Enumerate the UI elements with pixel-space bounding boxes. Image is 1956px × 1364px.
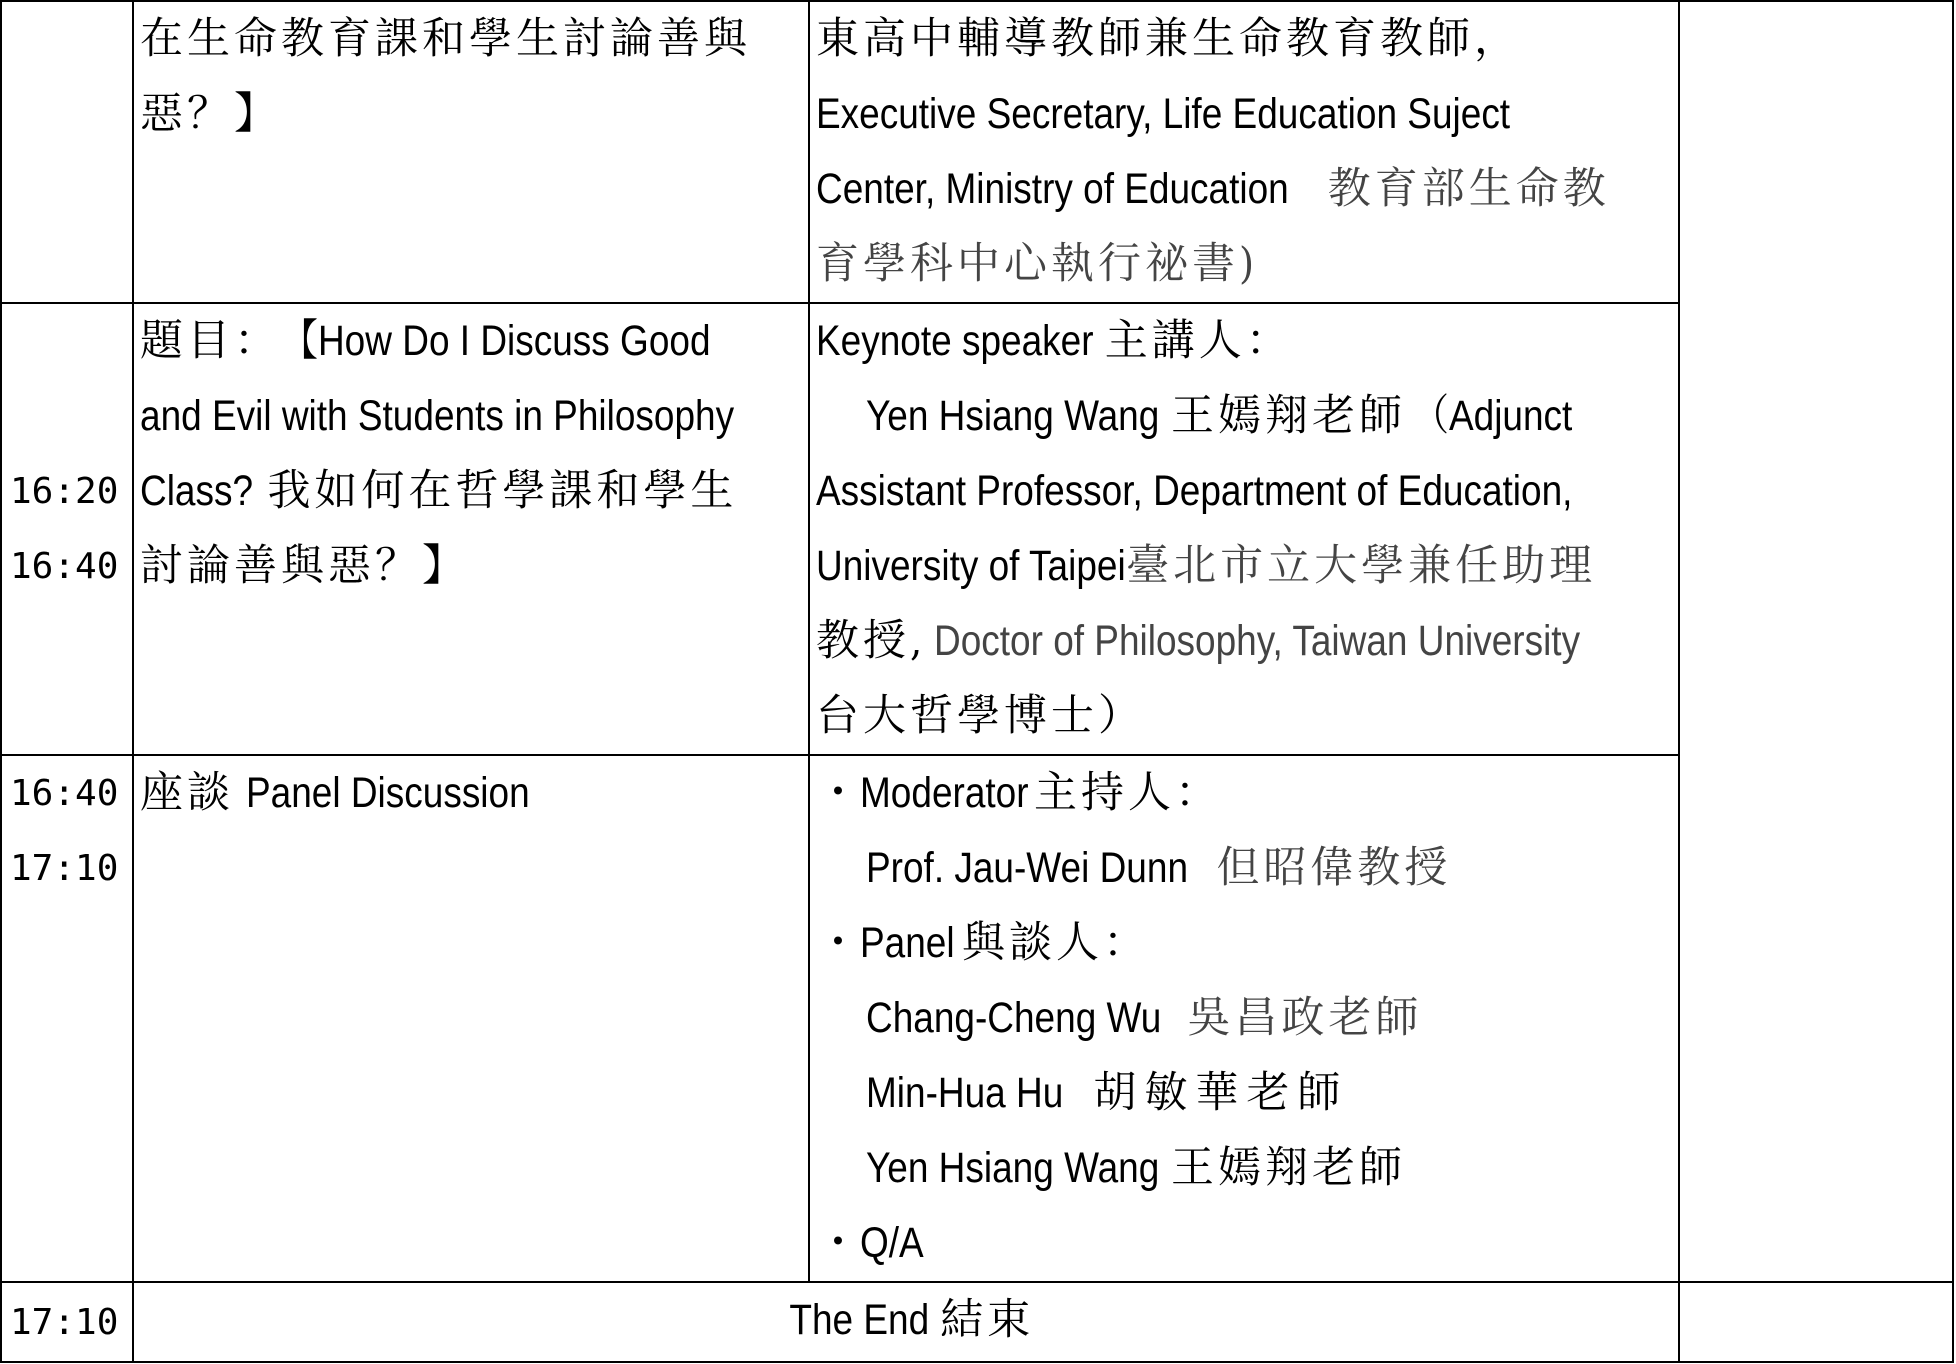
moderator-label-zh: 主持人：	[1033, 768, 1222, 818]
speaker-line: 教育部生命教	[1327, 164, 1610, 214]
qa-label: Q/A	[860, 1219, 924, 1267]
speaker-line: Executive Secretary, Life Education Suject	[816, 90, 1511, 138]
topic-line: 【How Do I Discuss Good	[281, 317, 711, 365]
topic-line: 惡？】	[140, 89, 281, 139]
time-start: 17:10	[10, 1301, 119, 1343]
speaker-line: 教授,	[816, 616, 927, 666]
end-cell	[133, 1282, 1679, 1362]
speaker-cell	[809, 755, 1679, 1282]
time-cell	[1, 303, 133, 755]
time-end: 17:10	[10, 848, 119, 889]
time-cell	[1, 755, 133, 1282]
topic-line: 我如何在哲學課和學生	[267, 466, 738, 516]
end-label-zh: 結束	[940, 1295, 1035, 1345]
speaker-line: （Adjunct	[1412, 392, 1573, 440]
topic-cell	[133, 755, 809, 1282]
bullet-icon: ・	[816, 769, 860, 817]
panelist-name: Yen Hsiang Wang	[866, 1144, 1160, 1192]
speaker-name: Yen Hsiang Wang	[866, 392, 1160, 440]
panelist-name-zh: 王嫣翔老師	[1171, 1143, 1407, 1193]
table-row	[1, 755, 1953, 1282]
topic-cell	[133, 303, 809, 755]
topic-line: 在生命教育課和學生討論善與	[140, 14, 751, 64]
panel-label: Panel	[860, 919, 955, 967]
topic-line: 討論善與惡？】	[140, 541, 469, 591]
speaker-cell	[809, 303, 1679, 755]
speaker-line: 東高中輔導教師兼生命教育教師，	[816, 14, 1521, 64]
topic-line: and Evil with Students in Philosophy	[140, 392, 735, 440]
time-start: 16:40	[10, 773, 119, 814]
speaker-line: University of Taipei	[816, 542, 1126, 590]
time-end: 16:40	[10, 546, 119, 587]
end-label: The End	[789, 1296, 929, 1344]
panelist-name: Chang-Cheng Wu	[866, 994, 1162, 1042]
topic-prefix: 題目：	[140, 316, 281, 366]
speaker-line: 臺北市立大學兼任助理	[1126, 541, 1597, 591]
speaker-line: Assistant Professor, Department of Education,	[816, 467, 1573, 515]
bullet-icon: ・	[816, 1219, 860, 1267]
moderator-name-zh: 但昭偉教授	[1216, 843, 1452, 893]
speaker-line: Center, Ministry of Education	[816, 165, 1289, 213]
speaker-line: Doctor of Philosophy, Taiwan University	[934, 617, 1581, 665]
panelist-name: Min-Hua Hu	[866, 1069, 1064, 1117]
panelist-name-zh: 吳昌政老師	[1187, 993, 1423, 1043]
table-row	[1, 303, 1953, 755]
speaker-role: Keynote speaker	[816, 317, 1094, 365]
speaker-name-zh: 王嫣翔老師	[1171, 391, 1407, 441]
time-cell	[1, 1, 133, 303]
topic-cell	[133, 1, 809, 303]
moderator-name: Prof. Jau-Wei Dunn	[866, 844, 1189, 892]
time-start: 16:20	[10, 471, 119, 512]
panelist-name-zh: 胡敏華老師	[1093, 1068, 1349, 1118]
panel-label-zh: 與談人：	[961, 918, 1150, 968]
bullet-icon: ・	[816, 919, 860, 967]
table-row	[1, 1282, 1953, 1362]
speaker-line: 育學科中心執行祕書)	[816, 239, 1259, 289]
moderator-label: Moderator	[860, 769, 1029, 817]
table-row	[1, 1, 1953, 303]
speaker-cell	[809, 1, 1679, 303]
topic-zh: 座談	[140, 768, 234, 818]
topic-en: Panel Discussion	[245, 769, 530, 817]
notes-cell	[1679, 1, 1953, 1282]
notes-cell	[1679, 1282, 1953, 1362]
speaker-line: 台大哲學博士）	[816, 691, 1145, 741]
topic-line: Class?	[140, 467, 254, 515]
time-cell	[1, 1282, 133, 1362]
speaker-role-zh: 主講人：	[1104, 316, 1293, 366]
